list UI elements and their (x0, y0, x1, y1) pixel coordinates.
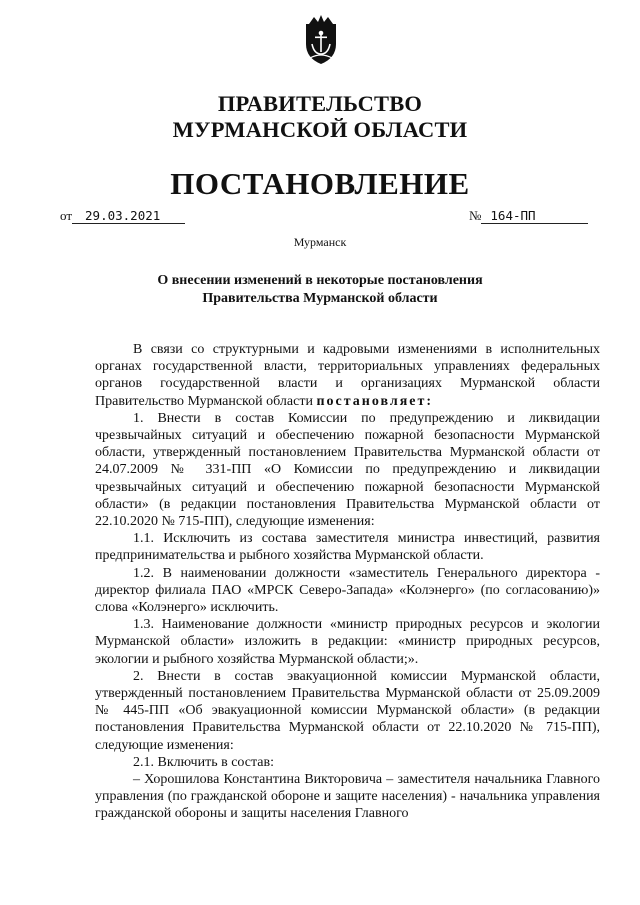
government-title-line1: ПРАВИТЕЛЬСТВО (217, 91, 423, 116)
paragraph-2: 2. Внести в состав эвакуационной комиссии Мурманской области, утвержденный постановлением Правительства Мурманской области от 25.09.2009 № 445-ПП «Об эвакуационной комиссии Мурманской области» (в редакции постановления Правительства Мурманской области от 22.10.2020 № 715-ПП), следующие изменения: (95, 668, 600, 753)
paragraph-1-3: 1.3. Наименование должности «министр природных ресурсов и экологии Мурманской области» изложить в редакции: «министр природных ресурсов, экологии и рыбного хозяйства Мурманской области;». (95, 617, 600, 667)
resolves-keyword: постановляет: (316, 393, 434, 409)
date-value: 29.03.2021 (72, 208, 185, 224)
paragraph-1-2: 1.2. В наименовании должности «заместитель Генерального директора - директор филиала ПАО «МРСК Северо-Запада» «Колэнерго» (по согласованию)» слова «Колэнерго» исключить. (95, 565, 600, 616)
number-value: 164-ПП (481, 208, 588, 224)
paragraph-1-1: 1.1. Исключить из состава заместителя министра инвестиций, развития предпринимательства и рыбного хозяйства Мурманской области. (95, 531, 600, 564)
subject-line2: Правительства Мурманской области (202, 291, 438, 306)
paragraph-2-1: 2.1. Включить в состав: (133, 754, 274, 770)
paragraph-1: 1. Внести в состав Комиссии по предупреждению и ликвидации чрезвычайных ситуаций и обеспечению пожарной безопасности Мурманской области, утвержденный постановлением Правительства Мурманской области от 24.07.2009 № 331-ПП «О Комиссии по предупреждению и ликвидации чрезвычайных ситуаций и обеспечению пожарной безопасности Мурманской области» (в редакции постановления Правительства Мурманской области от 22.10.2020 № 715-ПП), следующие изменения: (95, 410, 600, 530)
date-prefix: от (60, 208, 73, 223)
preamble-paragraph (95, 341, 600, 410)
city: Мурманск (293, 235, 347, 249)
date-field (60, 208, 185, 224)
number-prefix: № (469, 208, 482, 223)
coat-of-arms-icon (300, 14, 342, 66)
document-type: ПОСТАНОВЛЕНИЕ (170, 166, 470, 201)
subject-line1: О внесении изменений в некоторые постановления (157, 273, 483, 288)
preamble-text: В связи со структурными и кадровыми изменениями в исполнительных органах государственной власти, территориальных управлениях федеральных органов государственной власти и организациях Мурманской области Правительство Мурманской области (95, 342, 600, 409)
government-title-line2: МУРМАНСКОЙ ОБЛАСТИ (172, 117, 468, 142)
number-field (469, 208, 588, 224)
document-body (95, 341, 600, 823)
paragraph-2-1-item: – Хорошилова Константина Викторовича – заместителя начальника Главного управления (по гражданской обороне и защите населения) - начальника управления гражданской обороны и защиты населения Главного (95, 772, 600, 822)
